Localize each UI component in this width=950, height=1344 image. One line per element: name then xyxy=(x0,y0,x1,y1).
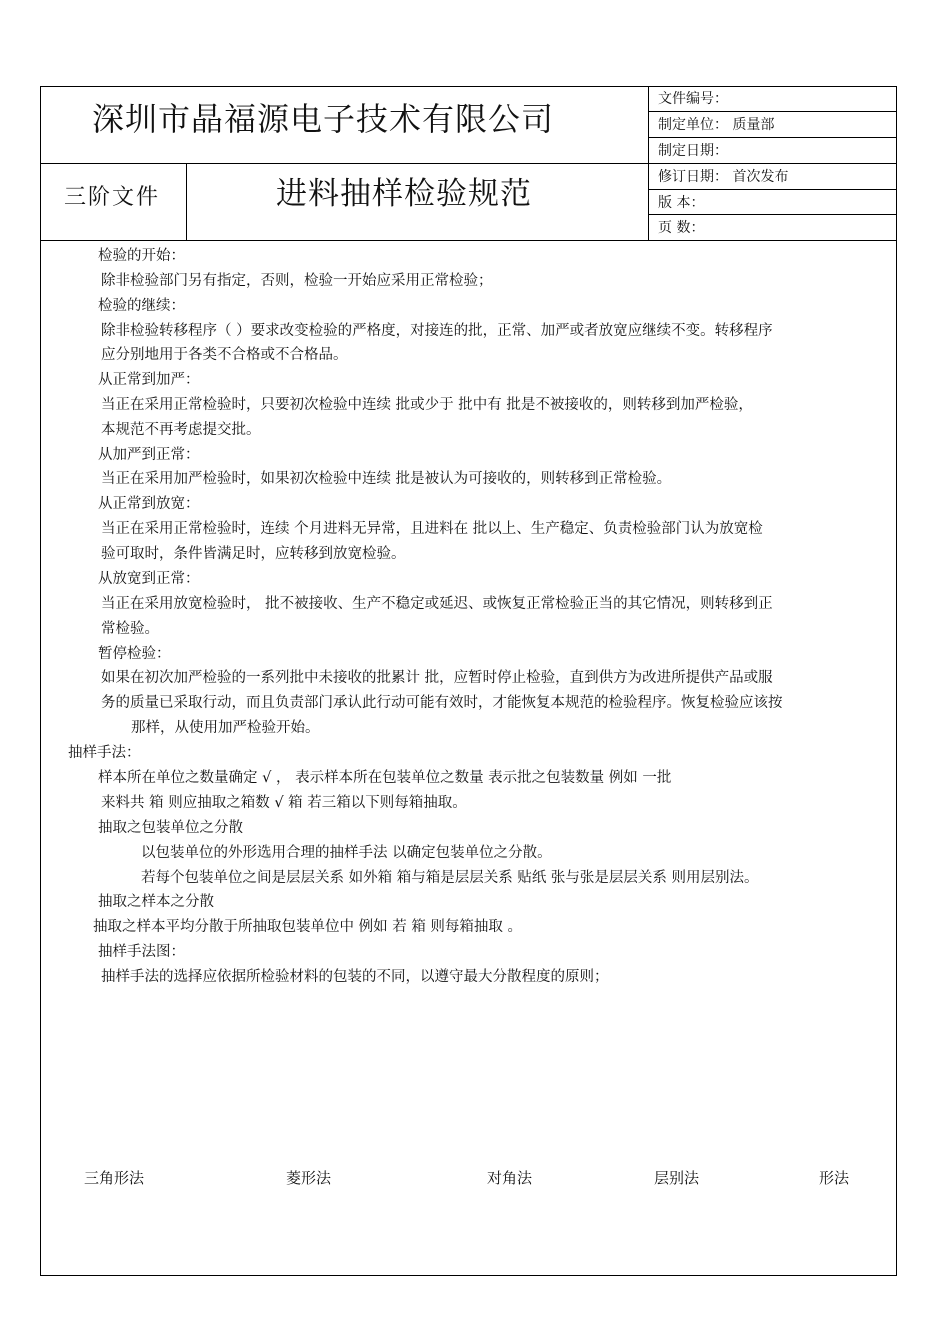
text-line: 抽样手法的选择应依据所检验材料的包装的不同，以遵守最大分散程度的原则； xyxy=(101,969,609,985)
text-line: 那样，从使用加严检验开始。 xyxy=(131,720,320,736)
heading-tightened-to-normal: 从加严到正常： xyxy=(98,447,200,463)
text-line: 除非检验部门另有指定，否则，检验一开始应采用正常检验； xyxy=(101,273,493,289)
text-line: 若每个包装单位之间是层层关系 如外箱 箱与箱是层层关系 贴纸 张与张是层层关系 则用层别法。 xyxy=(141,870,759,886)
meta-divider xyxy=(648,189,897,190)
heading-sampling-diagram: 抽样手法图： xyxy=(98,944,185,960)
meta-version: 版 本： xyxy=(658,195,705,211)
meta-revised-date: 修订日期： 首次发布 xyxy=(658,169,789,185)
text-line: 以包装单位的外形选用合理的抽样手法 以确定包装单位之分散。 xyxy=(141,845,552,861)
document-title: 进料抽样检验规范 xyxy=(276,176,532,212)
text-line: 除非检验转移程序（ ）要求改变检验的严格度，对接连的批，正常、加严或者放宽应继续不变。转移程序 xyxy=(101,323,773,339)
header-divider-level xyxy=(186,163,187,240)
heading-reduced-to-normal: 从放宽到正常： xyxy=(98,571,200,587)
document-level: 三阶文件 xyxy=(64,185,161,210)
heading-sample-dispersion: 抽取之样本之分散 xyxy=(98,894,214,910)
text-line: 当正在采用加严检验时，如果初次检验中连续 批是被认为可接收的，则转移到正常检验。 xyxy=(101,471,672,487)
text-line: 抽取之样本平均分散于所抽取包装单位中 例如 若 箱 则每箱抽取 。 xyxy=(93,919,523,935)
meta-doc-number: 文件编号： xyxy=(658,91,728,107)
heading-sampling-method: 抽样手法： xyxy=(68,745,141,761)
text-line: 样本所在单位之数量确定 √ ， 表示样本所在包装单位之数量 表示批之包装数量 例如 一批 xyxy=(98,770,672,786)
text-line: 来料共 箱 则应抽取之箱数 √ 箱 若三箱以下则每箱抽取。 xyxy=(101,795,467,811)
text-line: 当正在采用放宽检验时， 批不被接收、生产不稳定或延迟、或恢复正常检验正当的其它情况，则转移到正 xyxy=(101,596,773,612)
text-line: 务的质量已采取行动，而且负责部门承认此行动可能有效时，才能恢复本规范的检验程序。恢复检验应该按 xyxy=(101,695,783,711)
meta-divider xyxy=(648,137,897,138)
text-line: 常检验。 xyxy=(101,621,159,637)
heading-inspection-continue: 检验的继续： xyxy=(98,298,185,314)
method-diamond-label: 菱形法 xyxy=(286,1169,332,1187)
text-line: 应分别地用于各类不合格或不合格品。 xyxy=(101,347,348,363)
heading-normal-to-reduced: 从正常到放宽： xyxy=(98,496,200,512)
heading-suspension: 暂停检验： xyxy=(98,646,171,662)
meta-divider xyxy=(648,111,897,112)
text-line: 验可取时，条件皆满足时，应转移到放宽检验。 xyxy=(101,546,406,562)
heading-inspection-start: 检验的开始： xyxy=(98,248,185,264)
method-triangle-label: 三角形法 xyxy=(84,1169,145,1187)
meta-page-count: 页 数： xyxy=(658,220,705,236)
method-diagonal-label: 对角法 xyxy=(487,1169,533,1187)
text-line: 当正在采用正常检验时，连续 个月进料无异常，且进料在 批以上、生产稳定、负责检验部门认为放宽检 xyxy=(101,521,763,537)
text-line: 当正在采用正常检验时，只要初次检验中连续 批或少于 批中有 批是不被接收的，则转移到加严检验， xyxy=(101,397,753,413)
meta-divider xyxy=(648,214,897,215)
meta-divider xyxy=(648,163,897,164)
meta-created-date: 制定日期： xyxy=(658,143,728,159)
text-line: 本规范不再考虑提交批。 xyxy=(101,422,261,438)
header-divider-main xyxy=(40,163,648,164)
company-name: 深圳市晶福源电子技术有限公司 xyxy=(92,100,555,138)
method-shape-label: 形法 xyxy=(819,1169,850,1187)
meta-department: 制定单位： 质量部 xyxy=(658,117,775,133)
header-divider-body xyxy=(40,240,897,241)
heading-normal-to-tightened: 从正常到加严： xyxy=(98,372,200,388)
text-line: 如果在初次加严检验的一系列批中未接收的批累计 批，应暂时停止检验，直到供方为改进所提供产品或服 xyxy=(101,670,773,686)
heading-package-dispersion: 抽取之包装单位之分散 xyxy=(98,820,243,836)
method-layered-label: 层别法 xyxy=(654,1169,700,1187)
